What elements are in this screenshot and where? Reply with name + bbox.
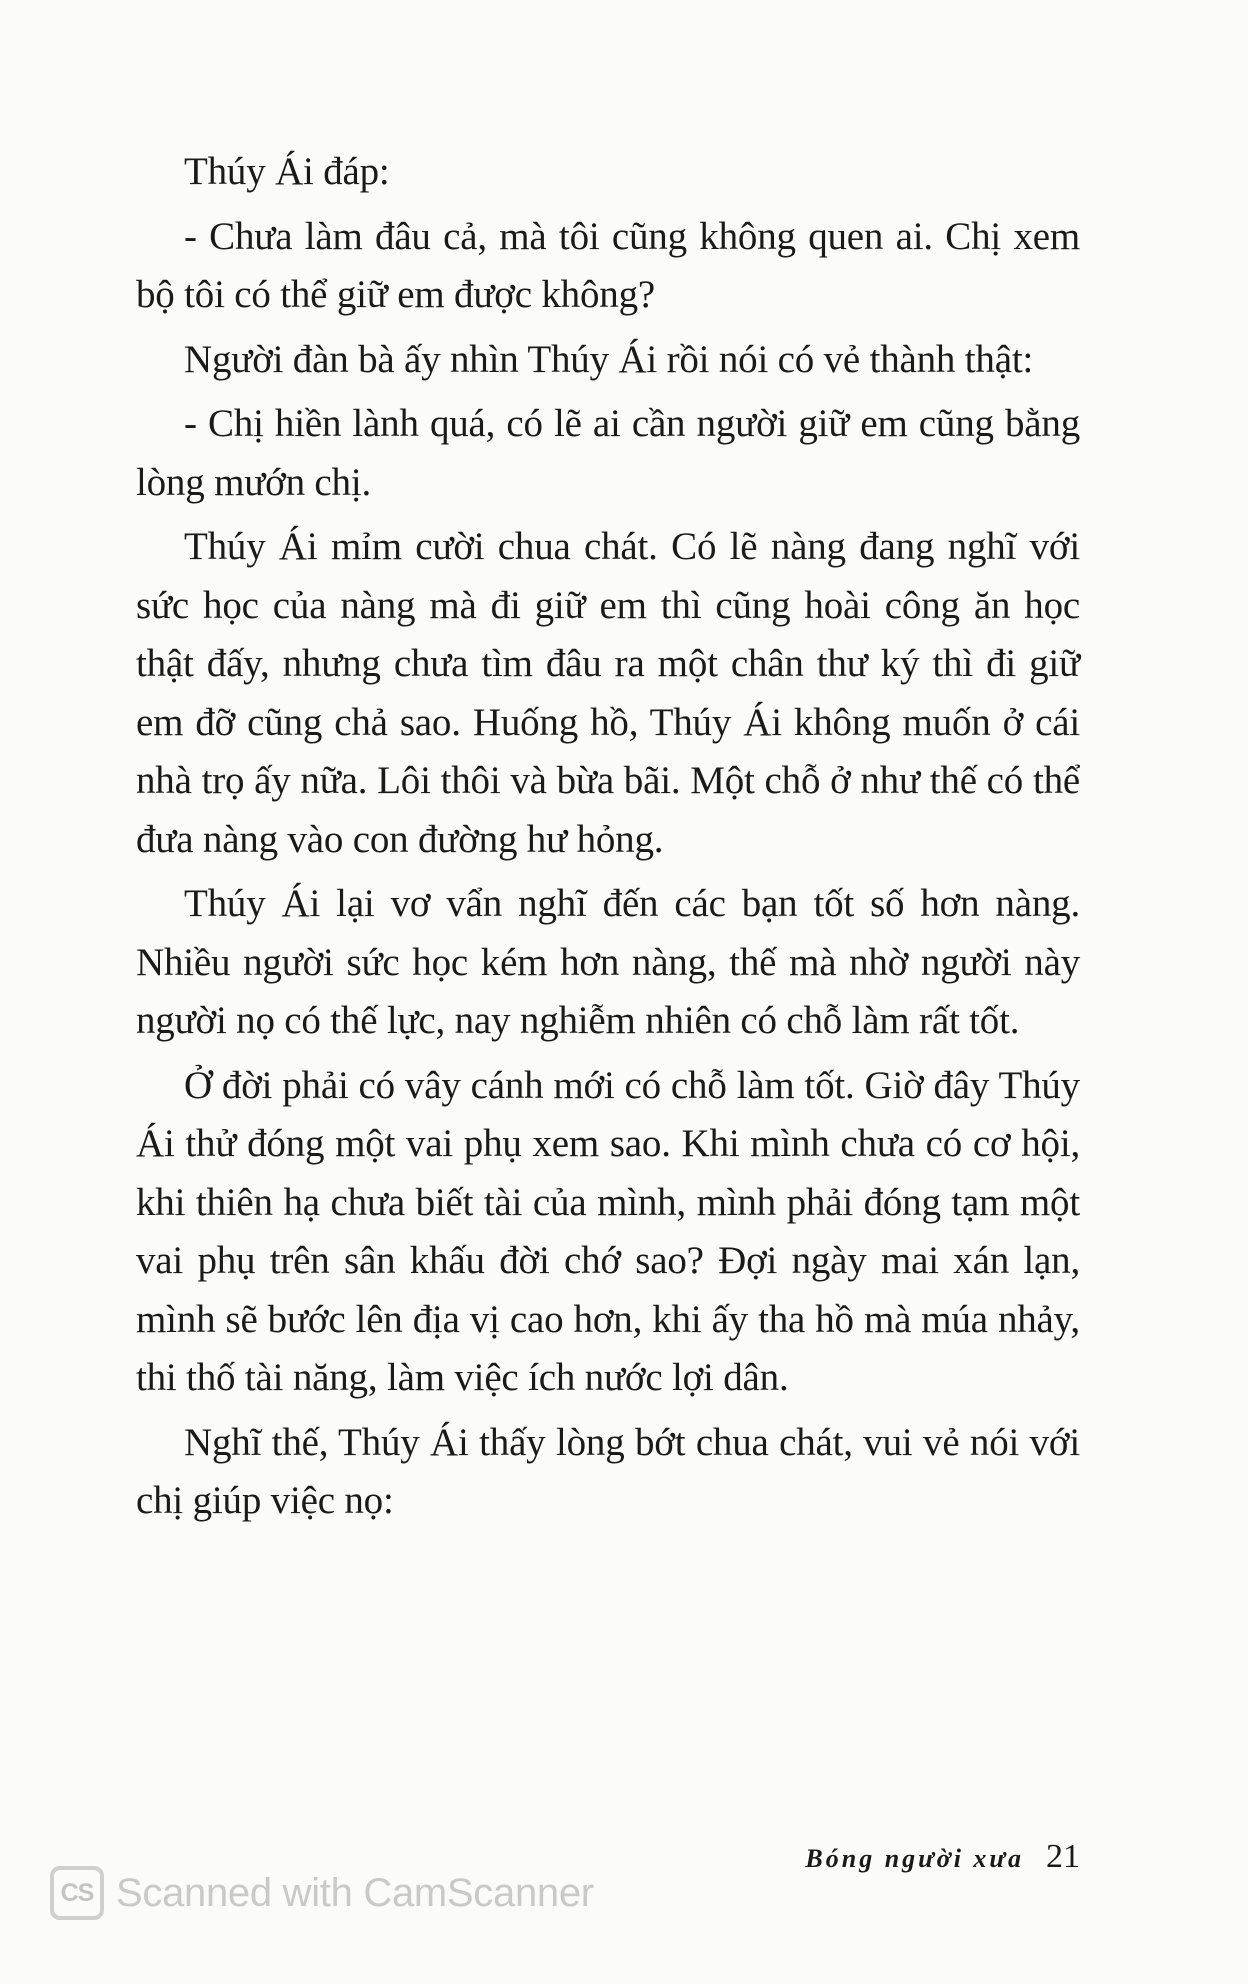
running-title: Bóng người xưa [805, 1844, 1024, 1873]
paragraph: Thúy Ái đáp: [184, 150, 390, 193]
camscanner-watermark [50, 1866, 594, 1920]
body-text [136, 143, 1080, 1537]
paragraph: Thúy Ái lại vơ vẩn nghĩ đến các bạn tốt số hơn nàng. Nhiều người sức học kém hơn nàng, thế mà nhờ người này người nọ có thế lực, nay nghiễm nhiên có chỗ làm rất tốt. [136, 882, 1080, 1042]
paragraph: Người đàn bà ấy nhìn Thúy Ái rồi nói có vẻ thành thật: [184, 337, 1034, 381]
paragraph: Thúy Ái mỉm cười chua chát. Có lẽ nàng đang nghĩ với sức học của nàng mà đi giữ em thì cũng hoài công ăn học thật đấy, nhưng chưa tìm đâu ra một chân thư ký thì đi giữ em đỡ cũng chả sao. Huống hồ, Thúy Ái không muốn ở cái nhà trọ ấy nữa. Lôi thôi và bừa bãi. Một chỗ ở như thế có thể đưa nàng vào con đường hư hỏng. [136, 525, 1080, 861]
paragraph: Nghĩ thế, Thúy Ái thấy lòng bớt chua chát, vui vẻ nói với chị giúp việc nọ: [136, 1420, 1080, 1522]
paragraph: Ở đời phải có vây cánh mới có chỗ làm tốt. Giờ đây Thúy Ái thử đóng một vai phụ xem sao. Khi mình chưa có cơ hội, khi thiên hạ chưa biết tài của mình, mình phải đóng tạm một vai phụ trên sân khấu đời chớ sao? Đợi ngày mai xán lạn, mình sẽ bước lên địa vị cao hơn, khi ấy tha hồ mà múa nhảy, thi thố tài năng, làm việc ích nước lợi dân. [136, 1063, 1080, 1399]
watermark-text: Scanned with CamScanner [116, 1870, 594, 1915]
paragraph: - Chị hiền lành quá, có lẽ ai cần người giữ em cũng bằng lòng mướn chị. [136, 402, 1080, 504]
paragraph: - Chưa làm đâu cả, mà tôi cũng không quen ai. Chị xem bộ tôi có thể giữ em được không? [136, 214, 1080, 316]
page-footer [805, 1838, 1080, 1876]
page-number: 21 [1046, 1838, 1080, 1875]
camscanner-logo-icon: CS [50, 1866, 104, 1920]
